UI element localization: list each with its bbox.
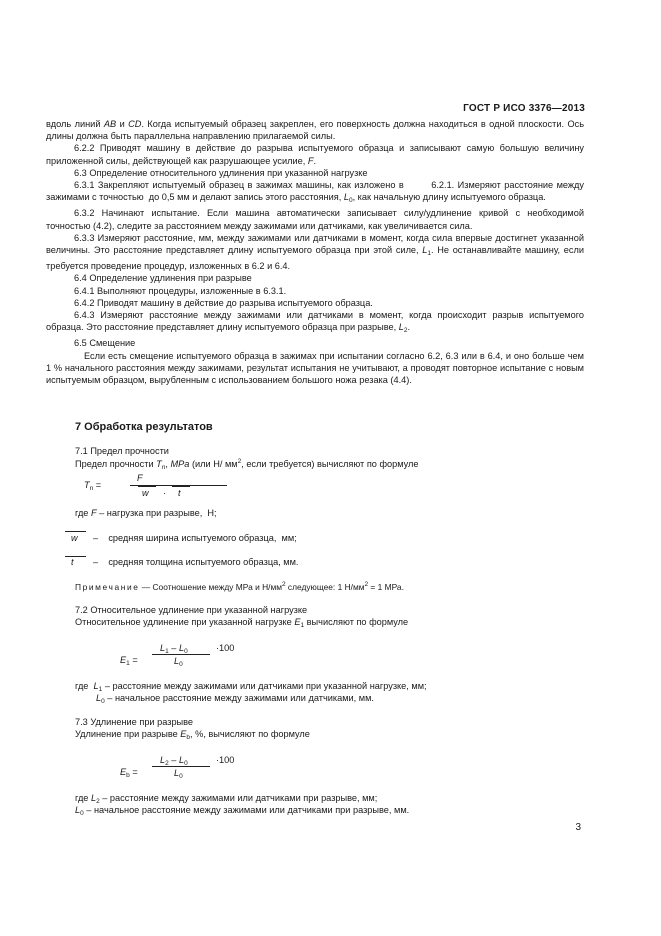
formula-2-denominator: $L_0$	[174, 656, 183, 668]
formula-1-numerator: F	[137, 473, 143, 483]
formula-3-denominator: $L_0$	[174, 768, 183, 780]
formula-2-lhs: $E_1$ =	[120, 655, 138, 667]
w-symbol: w	[71, 533, 78, 543]
heading-7-2: 7.2 Относительное удлинение при указанной нагрузке	[75, 605, 308, 615]
w-overbar	[65, 531, 86, 532]
paragraph-6-4-2: 6.4.2 Приводят машину в действие до разрыва испытуемого образца.	[74, 297, 373, 308]
intro-7-2: Относительное удлинение при указанной нагрузке $E_1$ вычисляют по формуле	[75, 617, 409, 629]
heading-6-3: 6.3 Определение относительного удлинения при указанной нагрузке	[74, 167, 368, 178]
formula-2-multiplier: ·100	[216, 643, 235, 653]
intro-7-3: Удлинение при разрыве $E_b$, %, вычисляют по формуле	[75, 729, 310, 741]
paragraph-6-3-3: 6.3.3 Измеряют расстояние, мм, между зажимами или датчиками в момент, когда сила впервые достигнет указанной величины. Это расстояние представляет длину испытуемого образца при этой силе, $L_1$. Не останавливайте машину, если требуется проведение процедур, изложенных в 6.2 и 6.4.	[46, 232, 584, 272]
formula-3-lhs: $E_b$ =	[120, 767, 138, 779]
t-description: – средняя толщина испытуемого образца, мм.	[93, 557, 299, 567]
body-text	[46, 118, 584, 386]
heading-7-3: 7.3 Удлинение при разрыве	[75, 717, 194, 727]
paragraph-6-3-1: 6.3.1 Закрепляют испытуемый образец в зажимах машины, как изложено в 6.2.1. Измеряют расстояние между зажимами с точностью до 0,5 мм и делают запись этого расстояния, $L_0$, как начальную длину испытуемого образца.	[46, 180, 584, 205]
formula-1-t: t	[178, 488, 181, 498]
formula-1-w-overbar	[138, 485, 156, 487]
paragraph-6-4-1: 6.4.1 Выполняют процедуры, изложенные в 6.3.1.	[74, 285, 287, 296]
formula-1-w: w	[142, 488, 149, 498]
paragraph-6-4-3: 6.4.3 Измеряют расстояние между зажимами или датчиками в момент, когда происходит разрыв испытуемого образца. Это расстояние представляет длину испытуемого образца при разрыве, $L_2$.	[46, 310, 584, 335]
where-L1: где $L_1$ – расстояние между зажимами или датчиками при указанной нагрузке, мм;	[75, 681, 427, 693]
paragraph-6-5: Если есть смещение испытуемого образца в зажимах при испытании согласно 6.2, 6.3 или в 6.4, и оно больше чем 1 % начального расстояния между зажимами, результат испытания не учитывают, а проводят повторное испытание с новым испытуемым образцом, вырубленным с использованием большого ножа резака (4.4).	[46, 350, 584, 386]
formula-2-fraction-bar	[152, 654, 210, 655]
where-L2: где $L_2$ – расстояние между зажимами или датчиками при разрыве, мм;	[75, 793, 378, 805]
t-symbol: t	[71, 557, 74, 567]
formula-2-numerator: $L_1 - L_0$	[160, 643, 188, 655]
where-L0-b: $L_0$ – начальное расстояние между зажимами или датчиками при разрыве, мм.	[75, 805, 410, 817]
where-L0-a: $L_0$ – начальное расстояние между зажимами или датчиками, мм.	[96, 693, 374, 705]
t-overbar	[65, 556, 86, 557]
intro-7-1: Предел прочности $T_n$, MPa (или Н/ $мм^2$, если требуется) вычисляют по формуле	[75, 458, 419, 471]
page-number: 3	[575, 822, 581, 833]
formula-3-fraction-bar	[152, 766, 210, 767]
formula-1-lhs: $T_n$ =	[84, 480, 102, 492]
note: Примечание — Соотношение между МРа и $Н/мм^2$ следующее: 1 $Н/мм^2 = 1$ МРа.	[75, 581, 404, 592]
where-F: где F – нагрузка при разрыве, Н;	[75, 508, 217, 518]
heading-7-1: 7.1 Предел прочности	[75, 446, 169, 456]
standard-header: ГОСТ Р ИСО 3376—2013	[463, 103, 585, 114]
heading-6-5: 6.5 Смещение	[74, 338, 136, 349]
formula-3-multiplier: ·100	[216, 755, 235, 765]
formula-1-dot: ·	[163, 488, 167, 498]
paragraph-6-2-2: 6.2.2 Приводят машину в действие до разрыва испытуемого образца и записывают самую большую величину приложенной силы, действующей как разрушающее усилие, F.	[46, 143, 584, 166]
w-description: – средняя ширина испытуемого образца, мм;	[93, 533, 297, 543]
formula-1-t-overbar	[172, 485, 190, 487]
section-7-title: 7 Обработка результатов	[75, 421, 213, 433]
paragraph-continuation: вдоль линий AB и CD. Когда испытуемый образец закреплен, его поверхность должна находиться в одной плоскости. Ось длины должна быть параллельна направлению прилагаемой силы.	[46, 119, 584, 142]
paragraph-6-3-2: 6.3.2 Начинают испытание. Если машина автоматически записывает силу/удлинение кривой с необходимой точностью (4.2), следите за расстоянием между зажимами или датчиками, как увеличивается сила.	[46, 208, 584, 231]
heading-6-4: 6.4 Определение удлинения при разрыве	[74, 273, 252, 284]
formula-3-numerator: $L_2 - L_0$	[160, 755, 188, 767]
